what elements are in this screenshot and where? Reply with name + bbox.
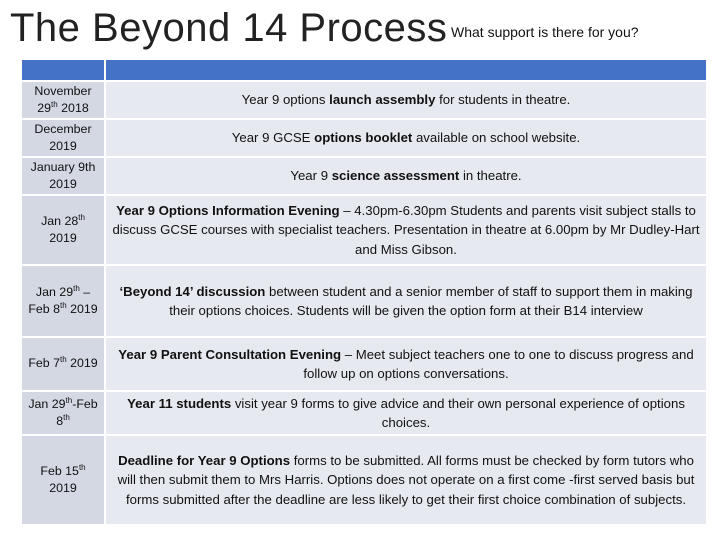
row-date: [22, 436, 104, 524]
row-date: [22, 120, 104, 156]
row-event: [106, 196, 706, 264]
event-text: Year 11 students visit year 9 forms to give advice and their own personal experience of options choices.: [127, 395, 685, 430]
date-text: Jan 28th 2019: [41, 212, 85, 245]
table-header-right: [106, 60, 706, 80]
event-text: Year 9 Parent Consultation Evening – Meet subject teachers one to one to discuss progress and follow up on options conversations.: [118, 346, 694, 381]
event-text: Deadline for Year 9 Options forms to be submitted. All forms must be checked by form tutors who will then submit them to Mrs Harris. Options does not operate on a first come -first served basis but forms submitted after the deadline are less likely to get their first choice combination of subjects.: [117, 453, 695, 507]
date-text: December 2019: [34, 121, 92, 153]
date-text: November 29th 2018: [34, 83, 92, 115]
row-date: [22, 392, 104, 434]
event-keyword: ‘Beyond 14’ discussion: [119, 283, 266, 299]
date-text: Jan 29th-Feb 8th: [28, 395, 98, 428]
row-event: [106, 266, 706, 336]
row-event: [106, 158, 706, 194]
date-text: Feb 7th 2019: [28, 355, 98, 371]
event-keyword: Deadline for Year 9 Options: [118, 453, 291, 469]
page-title: The Beyond 14 Process: [10, 6, 448, 50]
event-keyword: Year 9 Options Information Evening: [116, 203, 340, 219]
date-text: Jan 29th – Feb 8th 2019: [28, 283, 98, 316]
process-table: [22, 60, 706, 524]
page-subtitle: What support is there for you?: [451, 24, 639, 40]
row-date: [22, 338, 104, 390]
date-text: Feb 15th 2019: [40, 462, 86, 495]
row-event: [106, 392, 706, 434]
row-date: [22, 82, 104, 118]
row-event: [106, 338, 706, 390]
event-text: ‘Beyond 14’ discussion between student and a senior member of staff to support them in making their options choices. Students will be given the option form at their B14 interview: [119, 283, 693, 318]
date-text: January 9th 2019: [30, 159, 96, 191]
event-text: Year 9 GCSE options booklet available on school website.: [231, 130, 581, 146]
table-header-left: [22, 60, 104, 80]
event-text: Year 9 science assessment in theatre.: [290, 168, 522, 184]
row-date: [22, 266, 104, 336]
event-text: Year 9 Options Information Evening – 4.30pm-6.30pm Students and parents visit subject stalls to discuss GCSE courses with specialist teachers. Presentation in theatre at 6.00pm by Mr Dudley-Hart and Miss Gibson.: [112, 203, 700, 257]
event-text: Year 9 options launch assembly for students in theatre.: [241, 92, 571, 108]
event-keyword: launch assembly: [329, 92, 436, 108]
row-event: [106, 82, 706, 118]
row-event: [106, 436, 706, 524]
event-keyword: Year 9 Parent Consultation Evening: [118, 346, 342, 362]
row-date: [22, 196, 104, 264]
event-keyword: science assessment: [331, 168, 460, 184]
row-event: [106, 120, 706, 156]
event-keyword: Year 11 students: [127, 395, 232, 411]
event-keyword: options booklet: [314, 130, 413, 146]
row-date: [22, 158, 104, 194]
